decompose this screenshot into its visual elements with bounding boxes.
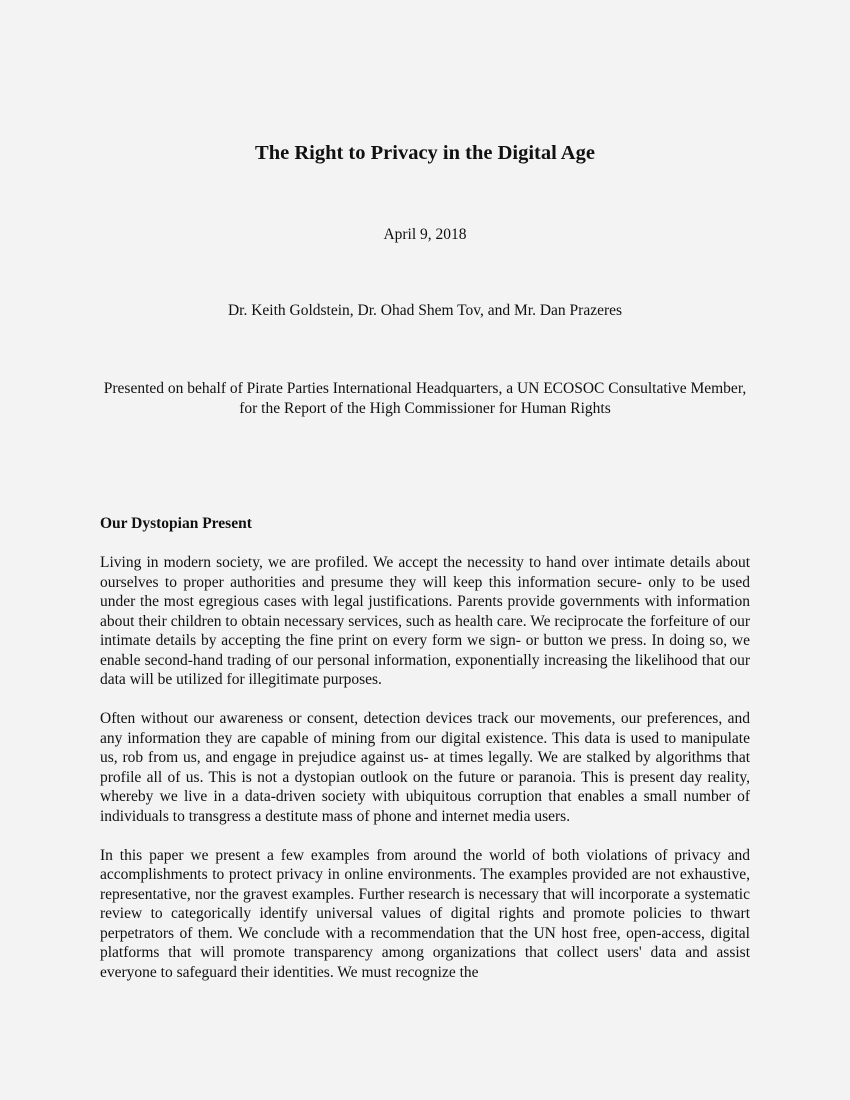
paragraph: In this paper we present a few examples from around the world of both violations of privacy and accomplishments to protect privacy in online environments. The examples provided are not exhaustive, representative, nor the gravest examples. Further research is necessary that will incorporate a systematic review to categorically identify universal values of digital rights and promote policies to thwart perpetrators of them. We conclude with a recommendation that the UN host free, open-access, digital platforms that will promote transparency among organizations that collect users' data and assist everyone to safeguard their identities. We must recognize the bbox=[100, 846, 750, 981]
paragraph: Often without our awareness or consent, detection devices track our movements, our preferences, and any information they are capable of mining from our digital existence. This data is used to manipulate us, rob from us, and engage in prejudice against us- at times legally. We are stalked by algorithms that profile all of us. This is not a dystopian outlook on the future or paranoia. This is present day reality, whereby we live in a data-driven society with ubiquitous corruption that enables a small number of individuals to transgress a destitute mass of phone and internet media users. bbox=[100, 710, 750, 825]
document-title: The Right to Privacy in the Digital Age bbox=[255, 142, 595, 164]
document-authors: Dr. Keith Goldstein, Dr. Ohad Shem Tov, and Mr. Dan Prazeres bbox=[227, 302, 623, 319]
section-heading: Our Dystopian Present bbox=[100, 515, 252, 532]
document-date: April 9, 2018 bbox=[383, 226, 467, 243]
body-text bbox=[100, 553, 750, 1002]
presented-on-behalf: Presented on behalf of Pirate Parties International Headquarters, a UN ECOSOC Consultative Member, for the Report of the High Commissioner for Human Rights bbox=[103, 380, 747, 417]
paragraph: Living in modern society, we are profiled. We accept the necessity to hand over intimate details about ourselves to proper authorities and presume they will keep this information secure- only to be used under the most egregious cases with legal justifications. Parents provide governments with information about their children to obtain necessary services, such as health care. We reciprocate the forfeiture of our intimate details by accepting the fine print on every form we sign- or button we press. In doing so, we enable second-hand trading of our personal information, exponentially increasing the likelihood that our data will be utilized for illegitimate purposes. bbox=[100, 554, 750, 688]
